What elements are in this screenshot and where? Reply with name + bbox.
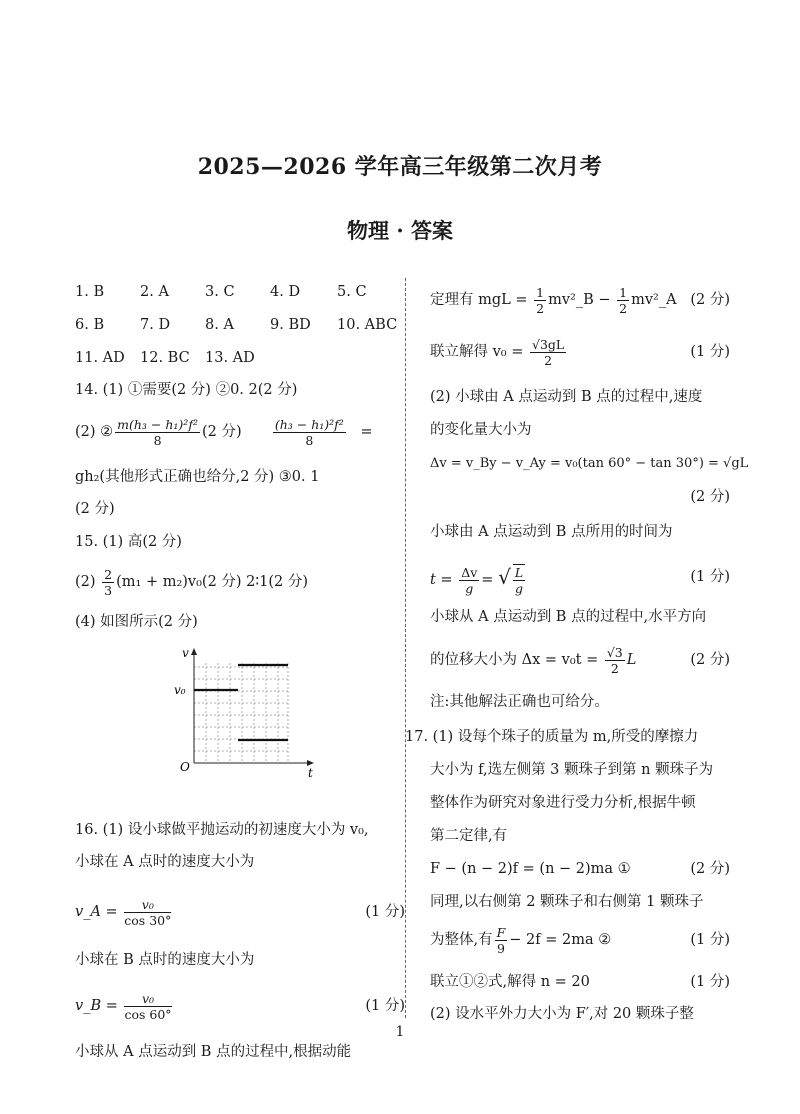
fraction-numerator: (h₃ − h₁)²f² xyxy=(274,416,344,432)
fraction-denominator: 2 xyxy=(610,660,619,676)
mcq-answer: 9. BD xyxy=(270,317,311,333)
q16-vB-equation xyxy=(75,988,405,1024)
t-axis-label: t xyxy=(308,766,313,780)
q17-line-2: 大小为 f,选左侧第 3 颗珠子到第 n 颗珠子为 xyxy=(430,762,714,778)
vA-fraction xyxy=(124,897,171,928)
sqrt-sign: √ xyxy=(498,565,511,589)
mcq-answer: 3. C xyxy=(205,284,235,300)
fraction-numerator: √3gL xyxy=(531,336,565,352)
v-axis-arrow xyxy=(191,648,197,655)
q17-equation-1 xyxy=(430,859,730,879)
fraction-numerator: m(h₃ − h₁)²f² xyxy=(117,416,198,432)
mcq-row-3 xyxy=(75,348,405,368)
note-line: 注:其他解法正确也可给分。 xyxy=(430,694,609,710)
fraction-denominator: 8 xyxy=(305,432,314,448)
fraction-numerator: √3 xyxy=(606,644,623,660)
points-label: (1 分) xyxy=(690,974,730,990)
page-number: 1 xyxy=(395,1024,405,1040)
equation-text: 的位移大小为 Δx = v₀t = xyxy=(430,652,599,668)
equation-text: L xyxy=(626,652,637,668)
mcq-row-2 xyxy=(75,315,405,335)
time-fraction xyxy=(459,565,479,596)
mcq-answer: 10. ABC xyxy=(337,317,398,333)
equation-text: t = xyxy=(430,572,453,588)
points-label: (1 分) xyxy=(690,569,730,585)
q16-vA-equation xyxy=(75,894,405,930)
q14-part-label: (2) ② xyxy=(75,424,114,440)
q14-line-2 xyxy=(75,414,373,450)
mcq-answer: 2. A xyxy=(140,284,169,300)
q15-line-3: (4) 如图所示(2 分) xyxy=(75,614,198,630)
fraction-denominator: cos 30° xyxy=(124,912,172,928)
fraction-denominator: 2 xyxy=(544,352,553,368)
q15-line-1: 15. (1) 高(2 分) xyxy=(75,534,182,550)
fraction-denominator: 2 xyxy=(536,300,545,316)
equation-lhs: v_B = xyxy=(75,998,118,1014)
q15-fraction xyxy=(102,567,114,598)
origin-label: O xyxy=(180,760,190,774)
mcq-answer: 7. D xyxy=(140,317,171,333)
q15-part-label: (2) xyxy=(75,574,96,590)
points-label: (1 分) xyxy=(365,998,405,1014)
fraction-denominator: cos 60° xyxy=(124,1006,172,1022)
q16-part2-line-2: 的变化量大小为 xyxy=(430,422,532,438)
page-title: 2025—2026 学年高三年级第二次月考 xyxy=(197,154,603,180)
time-equation xyxy=(430,557,730,597)
mcq-answer: 5. C xyxy=(337,284,367,300)
fraction-numerator: 1 xyxy=(536,284,545,300)
q14-points: (2 分) xyxy=(201,424,242,440)
q17-line-1: 17. (1) 设每个珠子的质量为 m,所受的摩擦力 xyxy=(405,729,699,745)
v0-fraction xyxy=(530,337,566,368)
equals-sign: = xyxy=(360,424,373,440)
q16-line-1: 16. (1) 设小球做平抛运动的初速度大小为 v₀, xyxy=(75,822,369,838)
mcq-answer: 12. BC xyxy=(140,350,190,366)
q14-line-3: gh₂(其他形式正确也给分,2 分) ③0. 1 xyxy=(75,469,320,485)
fraction-numerator: Δv xyxy=(461,564,478,580)
q17-part2-line: (2) 设水平外力大小为 F′,对 20 颗珠子整 xyxy=(430,1006,694,1022)
q17-equation-2 xyxy=(430,922,730,958)
points-label: (1 分) xyxy=(690,932,730,948)
mcq-row-1 xyxy=(75,282,405,302)
equation-text: 定理有 mgL = xyxy=(430,292,528,308)
mcq-answer: 13. AD xyxy=(205,350,255,366)
fraction-denominator: g xyxy=(514,581,523,596)
q16-displacement-line: 小球从 A 点运动到 B 点的过程中,水平方向 xyxy=(430,609,707,625)
q16-line-2: 小球在 A 点时的速度大小为 xyxy=(75,854,255,870)
points-label: (2 分) xyxy=(690,652,730,668)
fraction-denominator: g xyxy=(465,580,474,596)
half-fraction xyxy=(617,285,629,316)
vB-fraction xyxy=(124,991,171,1022)
q17-line-3: 整体作为研究对象进行受力分析,根据牛顿 xyxy=(430,795,696,811)
fraction-numerator: F xyxy=(496,924,506,940)
q15-result: (m₁ + m₂)v₀(2 分) 2∶1(2 分) xyxy=(116,574,309,590)
column-divider xyxy=(405,278,406,1018)
q17-solution xyxy=(430,972,730,992)
equals-sign: = xyxy=(481,572,494,588)
q16-time-line: 小球由 A 点运动到 B 点所用的时间为 xyxy=(430,524,673,540)
mcq-answer: 11. AD xyxy=(75,350,125,366)
points-label: (2 分) xyxy=(690,292,730,308)
velocity-time-graph xyxy=(170,645,320,780)
equation-text: F − (n − 2)f = (n − 2)ma ① xyxy=(430,861,631,877)
v0-label: v₀ xyxy=(174,683,186,697)
fraction-denominator: 9 xyxy=(496,940,505,956)
q17-line-4: 第二定律,有 xyxy=(430,828,508,844)
graph-grid xyxy=(194,663,288,763)
fraction-numerator: v₀ xyxy=(124,991,171,1007)
q16-part2-line-1: (2) 小球由 A 点运动到 B 点的过程中,速度 xyxy=(430,389,703,405)
v0-solution xyxy=(430,334,730,370)
v-axis-label: v xyxy=(182,646,189,660)
fraction-numerator: 2 xyxy=(104,566,113,582)
page-subtitle: 物理 · 答案 xyxy=(347,218,453,243)
mcq-answer: 8. A xyxy=(205,317,234,333)
q14-fraction-2 xyxy=(273,417,346,448)
equation-text: 联立解得 v₀ = xyxy=(430,344,524,360)
q16-line-3: 小球在 B 点时的速度大小为 xyxy=(75,952,255,968)
q16-line-4: 小球从 A 点运动到 B 点的过程中,根据动能 xyxy=(75,1044,352,1060)
fraction-numerator: L xyxy=(514,565,524,580)
equation-text: mv²_B − xyxy=(548,292,611,308)
mcq-answer: 4. D xyxy=(270,284,301,300)
fraction-denominator: 2 xyxy=(619,300,628,316)
half-fraction xyxy=(534,285,546,316)
equation-text: 为整体,有 xyxy=(430,932,493,948)
sqrt3-fraction xyxy=(605,645,625,676)
fraction-numerator: 1 xyxy=(619,284,628,300)
q14-fraction-1 xyxy=(115,417,200,448)
fraction-denominator: 8 xyxy=(153,432,162,448)
displacement-equation xyxy=(430,642,730,678)
equation-text: mv²_A xyxy=(631,292,677,308)
q17-line-5: 同理,以右侧第 2 颗珠子和右侧第 1 颗珠子 xyxy=(430,894,704,910)
force-fraction xyxy=(495,925,508,956)
q14-line-1: 14. (1) ①需要(2 分) ②0. 2(2 分) xyxy=(75,382,298,398)
points-label: (1 分) xyxy=(365,904,405,920)
equation-text: − 2f = 2ma ② xyxy=(509,932,612,948)
fraction-numerator: v₀ xyxy=(124,897,171,913)
kinetic-energy-equation xyxy=(430,282,730,318)
delta-v-equation: Δv = v_By − v_Ay = v₀(tan 60° − tan 30°) = √gL xyxy=(430,456,749,471)
equation-lhs: v_A = xyxy=(75,904,118,920)
points-label: (2 分) xyxy=(690,861,730,877)
q14-line-4: (2 分) xyxy=(75,501,115,517)
q15-line-2 xyxy=(75,564,308,600)
points-label: (1 分) xyxy=(690,344,730,360)
equation-text: 联立①②式,解得 n = 20 xyxy=(430,974,590,990)
sqrt-fraction xyxy=(513,564,525,596)
fraction-denominator: 3 xyxy=(104,582,113,598)
points-label: (2 分) xyxy=(690,489,730,505)
mcq-answer: 6. B xyxy=(75,317,105,333)
mcq-answer: 1. B xyxy=(75,284,105,300)
